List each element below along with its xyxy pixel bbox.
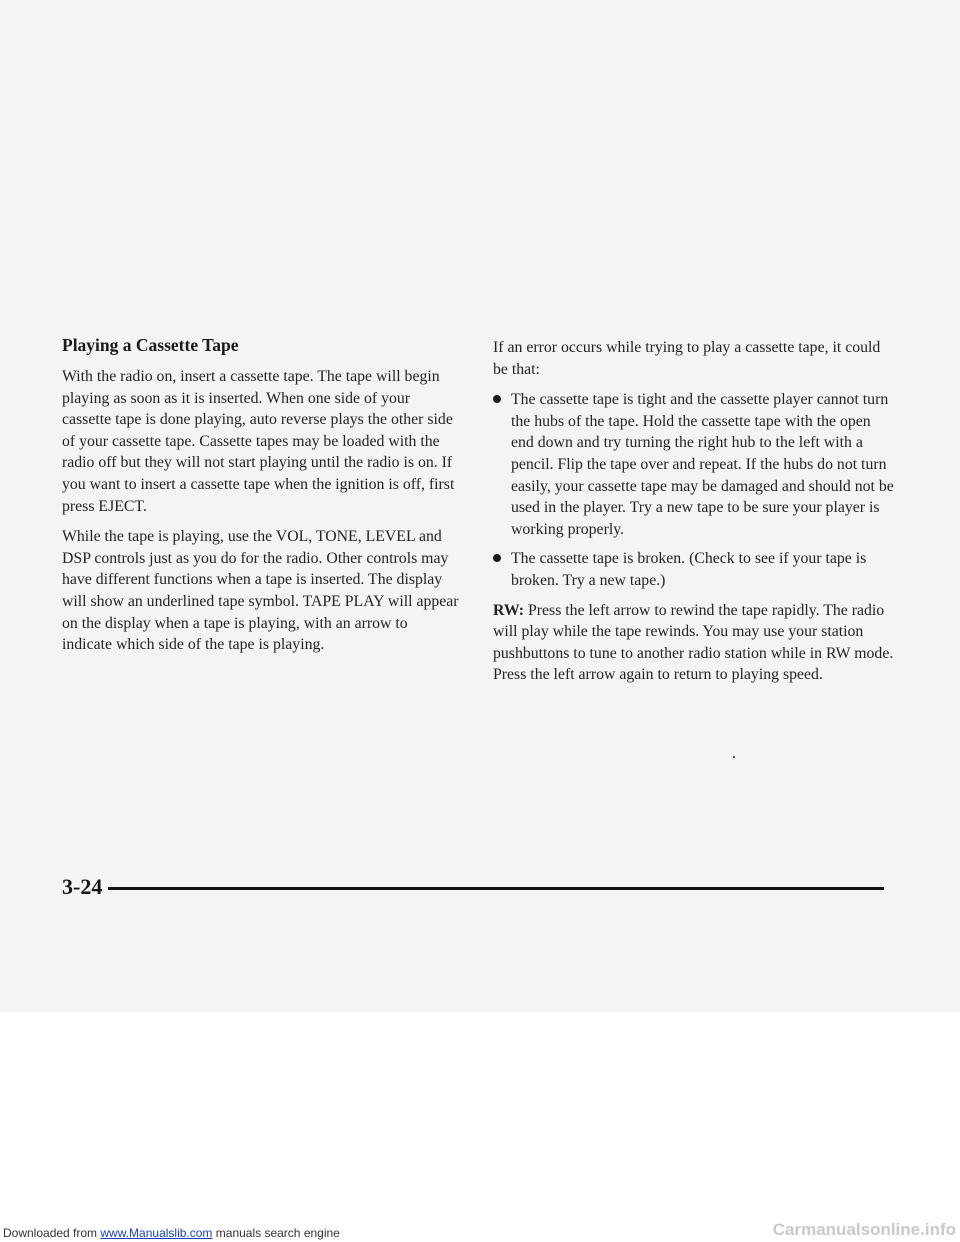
paragraph-insert-tape: With the radio on, insert a cassette tape. The tape will begin playing as soon as it is inserted. When one side of your cassette tape is done playing, auto reverse plays the other side of your cassette tape. Cassette tapes may be loaded with the radio off but they will not start playing until the radio is on. If you want to insert a cassette tape when the ignition is off, first press EJECT. [62, 368, 455, 515]
watermark: Carmanualsonline.info [772, 1220, 956, 1239]
list-item [493, 548, 895, 591]
manualslib-link[interactable]: www.Manualslib.com [100, 1226, 213, 1240]
left-column [62, 335, 460, 665]
bullet-icon [493, 395, 501, 403]
right-column [493, 337, 895, 695]
paragraph-error-intro: If an error occurs while trying to play a cassette tape, it could be that: [493, 339, 881, 378]
paragraph-rewind [493, 600, 895, 686]
scan-speck [733, 756, 735, 758]
footer-rule [108, 887, 884, 890]
section-title: Playing a Cassette Tape [62, 335, 239, 355]
paragraph-tape-playing: While the tape is playing, use the VOL, TONE, LEVEL and DSP controls just as you do for the radio. Other controls may have different functions when a tape is inserted. The display will show an underlined tape symbol. TAPE PLAY will appear on the display when a tape is playing, with an arrow to indicate which side of the tape is playing. [62, 528, 459, 654]
list-item-text: The cassette tape is broken. (Check to see if your tape is broken. Try a new tape.) [511, 550, 867, 589]
list-item [493, 389, 895, 540]
bullet-icon [493, 554, 501, 562]
page-number: 3-24 [62, 874, 103, 899]
rw-term: RW: [493, 601, 525, 619]
list-item-text: The cassette tape is tight and the cassette player cannot turn the hubs of the tape. Hold the cassette tape with the open end down and try turning the right hub to the left with a pencil. Flip the tape over and repeat. If the hubs do not turn easily, your cassette tape may be damaged and should not be used in the player. Try a new tape to be sure your player is working properly. [511, 391, 894, 538]
download-prefix: Downloaded from [3, 1226, 101, 1240]
download-suffix: manuals search engine [212, 1226, 340, 1240]
rw-description: Press the left arrow to rewind the tape rapidly. The radio will play while the tape rewinds. You may use your station pushbuttons to tune to another radio station while in RW mode. Press the left arrow again to return to playing speed. [493, 601, 894, 684]
error-list [493, 389, 895, 591]
download-notice [3, 1226, 340, 1240]
